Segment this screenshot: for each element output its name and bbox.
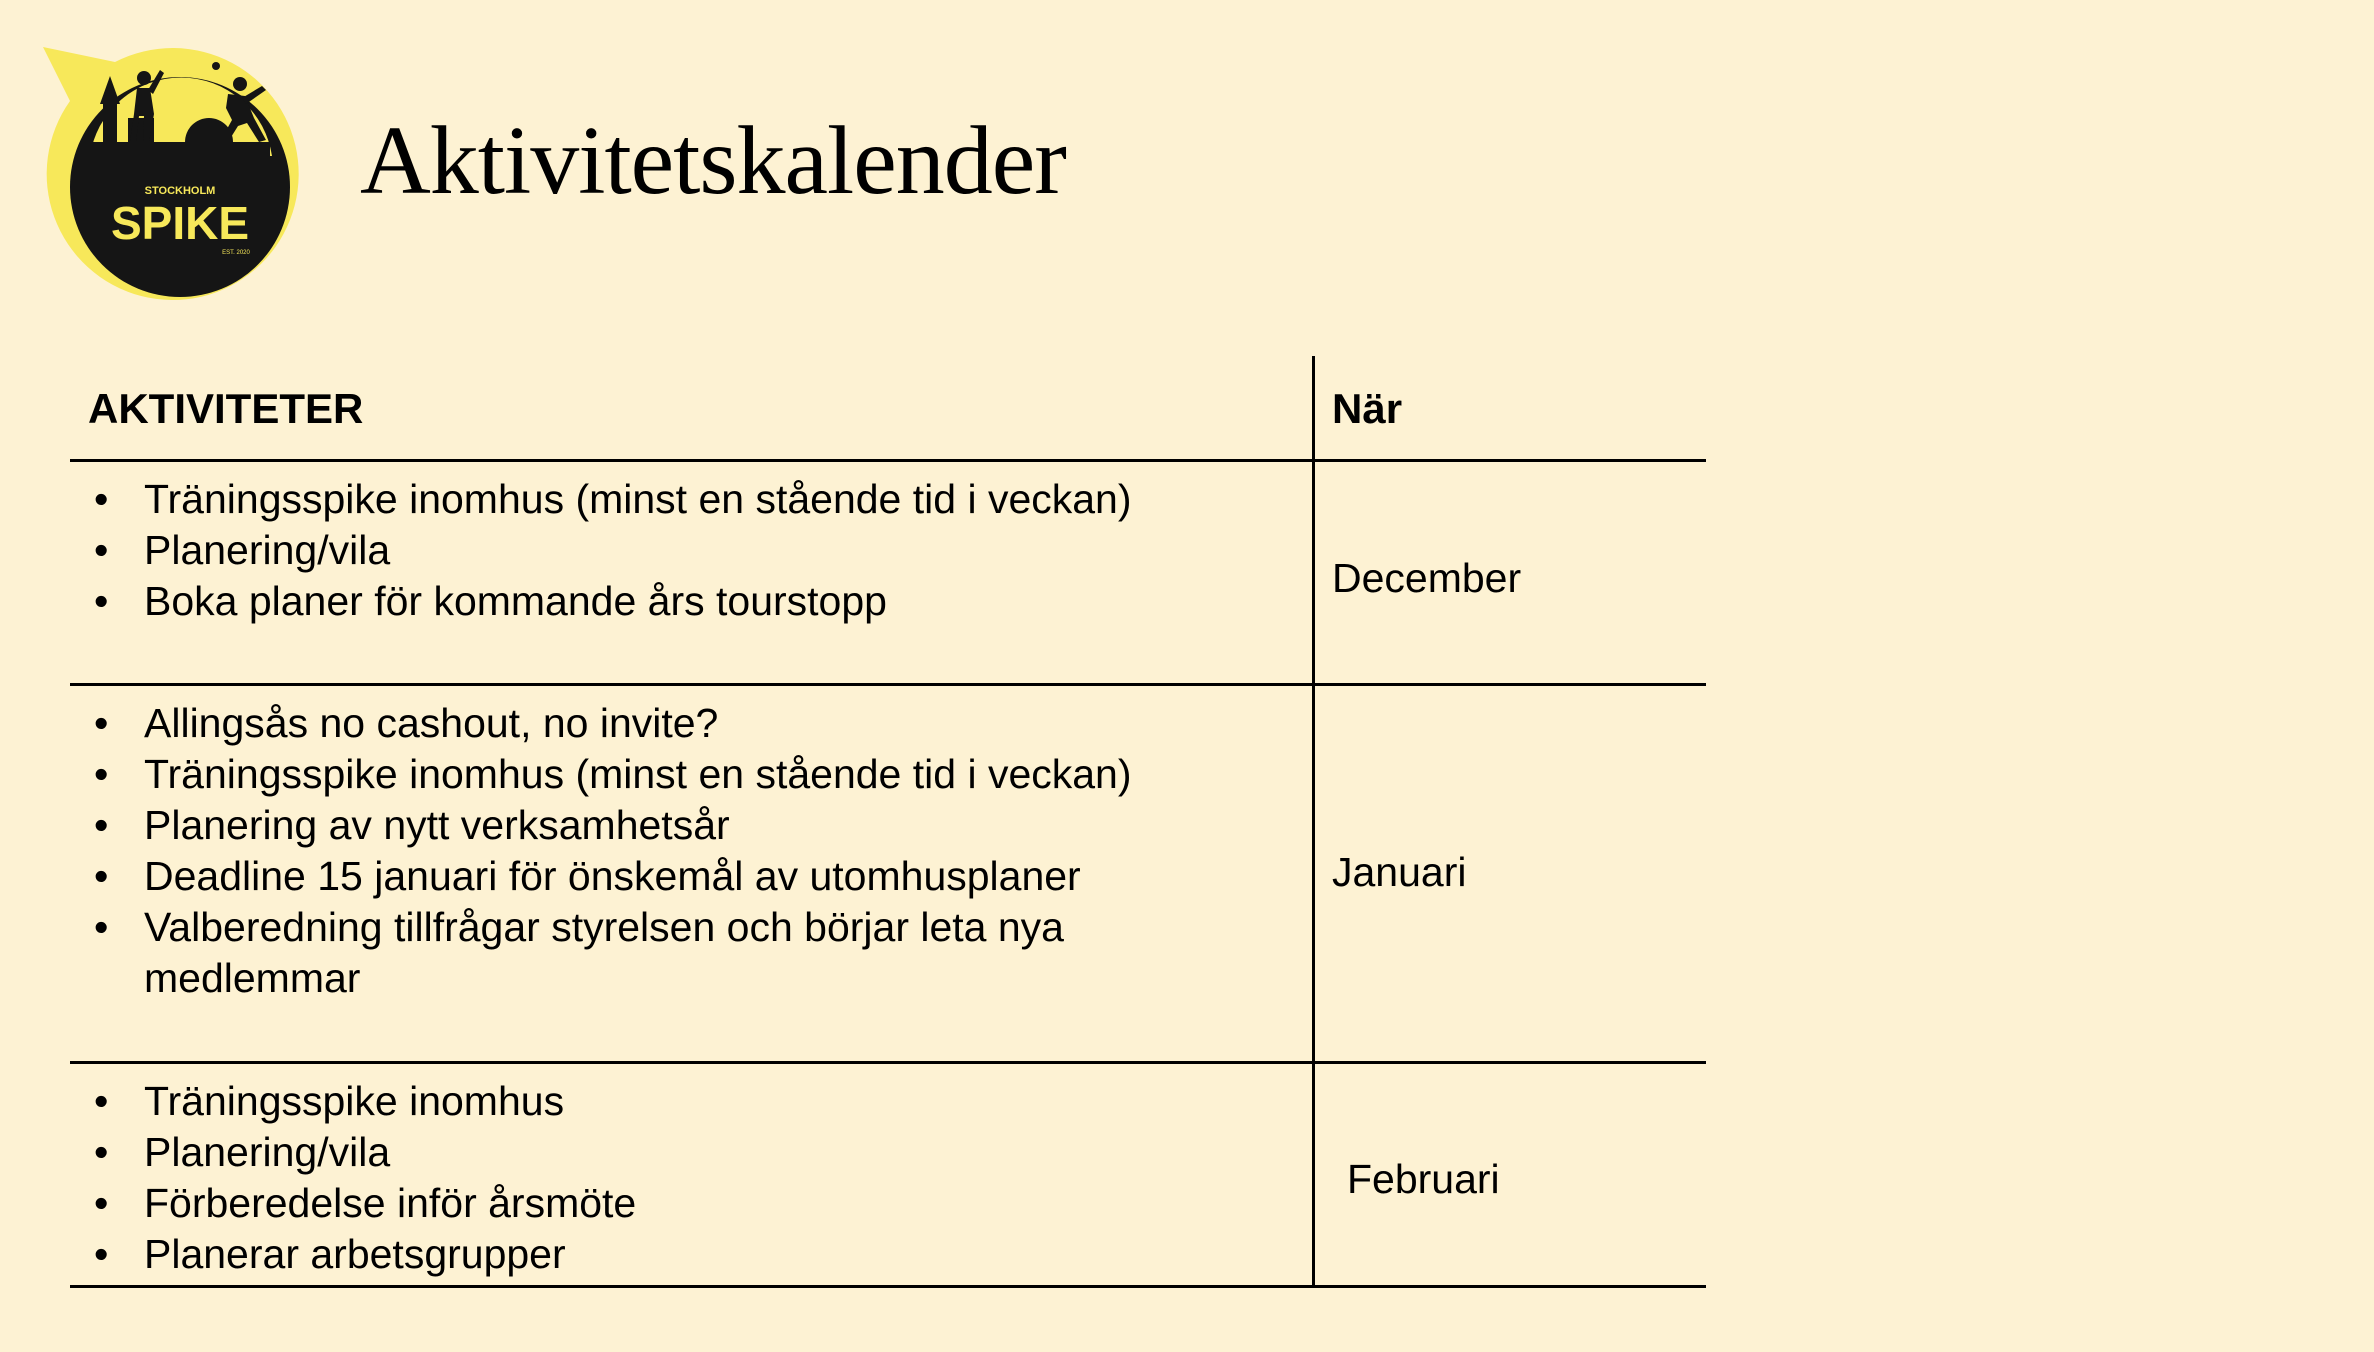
bullet-icon: •: [94, 802, 109, 848]
table-row: [70, 1064, 1706, 1288]
activity-list: [94, 474, 1264, 627]
activity-list: [94, 1076, 1264, 1280]
column-header-when: När: [1332, 385, 1403, 432]
table-header-row: [70, 356, 1706, 462]
activity-text: Planering/vila: [144, 1129, 391, 1175]
activity-calendar-table: [70, 356, 1706, 1288]
activity-text: Planerar arbetsgrupper: [144, 1231, 566, 1277]
bullet-icon: •: [94, 1078, 109, 1124]
list-item: [94, 576, 1264, 627]
month-label: Februari: [1347, 1156, 1500, 1202]
activity-text: Valberedning tillfrågar styrelsen och börjar leta nya medlemmar: [144, 904, 1064, 1001]
list-item: [94, 902, 1264, 1004]
bullet-icon: •: [94, 1231, 109, 1277]
list-item: [94, 749, 1264, 800]
page-title: Aktivitetskalender: [360, 107, 1066, 215]
list-item: [94, 474, 1264, 525]
list-item: [94, 1127, 1264, 1178]
activity-text: Deadline 15 januari för önskemål av utomhusplaner: [144, 853, 1081, 899]
logo-club-line: STOCKHOLM: [144, 185, 216, 197]
bullet-icon: •: [94, 1129, 109, 1175]
activity-text: Förberedelse inför årsmöte: [144, 1180, 637, 1226]
bullet-icon: •: [94, 751, 109, 797]
activity-text: Träningsspike inomhus (minst en stående tid i veckan): [144, 751, 1132, 797]
activity-list: [94, 698, 1264, 1004]
table-row: [70, 686, 1706, 1064]
bullet-icon: •: [94, 527, 109, 573]
bullet-icon: •: [94, 700, 109, 746]
activity-text: Planering/vila: [144, 527, 391, 573]
list-item: [94, 1229, 1264, 1280]
bullet-icon: •: [94, 904, 109, 950]
bullet-icon: •: [94, 476, 109, 522]
activity-text: Träningsspike inomhus: [144, 1078, 565, 1124]
list-item: [94, 800, 1264, 851]
bullet-icon: •: [94, 853, 109, 899]
list-item: [94, 1178, 1264, 1229]
table-row: [70, 462, 1706, 686]
stockholm-spike-logo: [40, 46, 330, 316]
bullet-icon: •: [94, 578, 109, 624]
logo-club-name: SPIKE: [110, 197, 250, 249]
activity-text: Allingsås no cashout, no invite?: [144, 700, 719, 746]
month-label: December: [1332, 555, 1522, 601]
month-label: Januari: [1332, 849, 1467, 895]
list-item: [94, 698, 1264, 749]
list-item: [94, 525, 1264, 576]
activity-text: Boka planer för kommande års tourstopp: [144, 578, 887, 624]
column-header-activities: AKTIVITETER: [88, 385, 364, 432]
activity-text: Träningsspike inomhus (minst en stående tid i veckan): [144, 476, 1132, 522]
bullet-icon: •: [94, 1180, 109, 1226]
list-item: [94, 851, 1264, 902]
list-item: [94, 1076, 1264, 1127]
activity-text: Planering av nytt verksamhetsår: [144, 802, 730, 848]
logo-established: EST. 2020: [222, 250, 250, 256]
